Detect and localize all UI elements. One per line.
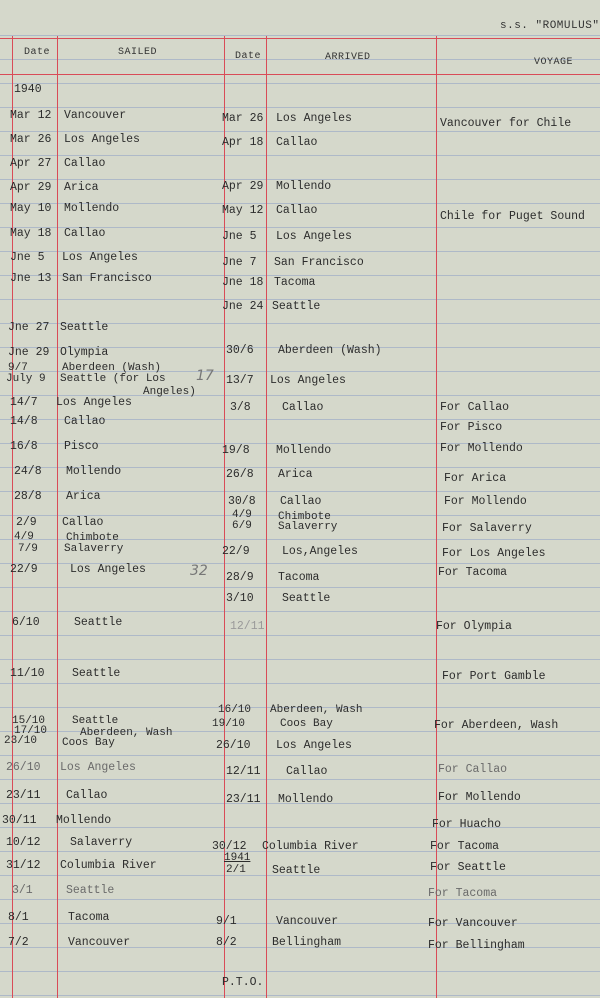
sailed-place: Los Angeles: [56, 396, 132, 409]
arrived-place: Los Angeles: [276, 230, 352, 243]
sailed-place: Callao: [64, 415, 106, 428]
voyage-entry: For Port Gamble: [442, 670, 546, 683]
sailed-date: May 10: [10, 202, 52, 215]
arrived-date: Jne 24: [222, 300, 264, 313]
sailed-place: Salaverry: [64, 543, 124, 555]
sailed-place: Aberdeen (Wash): [62, 362, 162, 374]
sailed-date: 15/10: [12, 715, 46, 727]
arrived-place: Los Angeles: [276, 112, 352, 125]
voyage-entry: For Arica: [444, 472, 507, 485]
sailed-date: 6/10: [12, 616, 40, 629]
sailed-place: Tacoma: [68, 911, 110, 924]
sailed-place: Mollendo: [66, 465, 122, 478]
sailed-date: 23/10: [4, 735, 38, 747]
arrived-place: Aberdeen (Wash): [278, 344, 382, 357]
arrived-place: Los Angeles: [270, 374, 346, 387]
sailed-date: Jne 13: [10, 272, 52, 285]
arrived-date: 22/9: [222, 545, 250, 558]
arrived-date: Apr 29: [222, 180, 264, 193]
arrived-date: 23/11: [226, 793, 261, 806]
sailed-place: Olympia: [60, 346, 109, 359]
sailed-place: Seattle: [60, 321, 109, 334]
arrived-place: Seattle: [282, 592, 331, 605]
sailed-date: 4/9: [14, 531, 34, 543]
arrived-place: Mollendo: [276, 444, 332, 457]
arrived-date: 8/2: [216, 936, 237, 949]
sailed-date: 23/11: [6, 789, 41, 802]
arrived-date: Jne 18: [222, 276, 264, 289]
header-voyage: VOYAGE: [534, 57, 574, 68]
sailed-date: 31/12: [6, 859, 41, 872]
sailed-date: Jne 29: [8, 346, 50, 359]
arrived-place: Aberdeen, Wash: [270, 704, 363, 716]
arrived-date: Apr 18: [222, 136, 264, 149]
header-date-sailed: Date: [24, 47, 51, 58]
sailed-date: 28/8: [14, 490, 42, 503]
arrived-place-rule: [436, 36, 437, 998]
sailed-date: Mar 26: [10, 133, 52, 146]
sailed-place: Mollendo: [56, 814, 112, 827]
sailed-date: 14/7: [10, 396, 38, 409]
year-1941: 1941: [224, 852, 251, 864]
sailed-date: Apr 27: [10, 157, 52, 170]
header-date-arrived: Date: [235, 51, 262, 62]
arrived-date: 26/10: [216, 739, 251, 752]
arrived-date: 16/10: [218, 704, 252, 716]
footer-pto: P.T.O.: [222, 976, 264, 989]
arrived-date: 12/11: [226, 765, 261, 778]
sailed-date: 24/8: [14, 465, 42, 478]
arrived-date: 3/8: [230, 401, 251, 414]
voyage-entry: Vancouver for Chile: [440, 117, 572, 130]
arrived-date: 19/8: [222, 444, 250, 457]
year-1940: 1940: [14, 83, 42, 96]
sailed-date: May 18: [10, 227, 52, 240]
sailed-place: Aberdeen, Wash: [80, 727, 173, 739]
sailed-date: 3/1: [12, 884, 33, 897]
arrived-date: 6/9: [232, 520, 252, 532]
voyage-entry: For Olympia: [436, 620, 512, 633]
arrived-date: 3/10: [226, 592, 254, 605]
sailed-place: Callao: [64, 227, 106, 240]
sailed-date: Jne 27: [8, 321, 50, 334]
sailed-place: Columbia River: [60, 859, 157, 872]
voyage-entry: For Aberdeen, Wash: [434, 719, 559, 732]
sailed-place: Seattle: [72, 715, 119, 727]
sailed-place: Los Angeles: [60, 761, 136, 774]
voyage-entry: For Los Angeles: [442, 547, 546, 560]
sailed-place: Vancouver: [64, 109, 127, 122]
voyage-entry: For Mollendo: [444, 495, 527, 508]
sailed-date: 7/9: [18, 543, 38, 555]
arrived-place: Arica: [278, 468, 313, 481]
voyage-entry: For Tacoma: [428, 887, 498, 900]
voyage-entry: For Huacho: [432, 818, 502, 831]
arrived-date: 30/8: [228, 495, 256, 508]
arrived-date-rule: [266, 36, 267, 998]
pencil-note: 32: [190, 563, 208, 579]
arrived-place: Los,Angeles: [282, 545, 358, 558]
sailed-date: Apr 29: [10, 181, 52, 194]
arrived-date: 30/12: [212, 840, 247, 853]
ship-name: s.s. "ROMULUS": [500, 20, 600, 32]
arrived-place: Chimbote: [278, 511, 331, 523]
sailed-date: 8/1: [8, 911, 29, 924]
arrived-place: Coos Bay: [280, 718, 333, 730]
sailed-place: Chimbote: [66, 532, 119, 544]
arrived-place: Callao: [286, 765, 328, 778]
sailed-date: 11/10: [10, 667, 45, 680]
arrived-place: Los Angeles: [276, 739, 352, 752]
arrived-date: 19/10: [212, 718, 246, 730]
voyage-entry: For Bellingham: [428, 939, 525, 952]
sailed-date: 26/10: [6, 761, 41, 774]
voyage-entry: For Salaverry: [442, 522, 532, 535]
sailed-date: Mar 12: [10, 109, 52, 122]
sailed-place: Seattle (for Los: [60, 373, 166, 385]
sailed-place: Callao: [66, 789, 108, 802]
arrived-place: Callao: [276, 204, 318, 217]
sailed-place: Arica: [66, 490, 101, 503]
arrived-date: 26/8: [226, 468, 254, 481]
arrived-date: 9/1: [216, 915, 237, 928]
arrived-date: Jne 7: [222, 256, 257, 269]
header-arrived: ARRIVED: [325, 52, 371, 63]
sailed-place: Arica: [64, 181, 99, 194]
sailed-place: Seattle: [72, 667, 121, 680]
voyage-entry: For Callao: [440, 401, 510, 414]
arrived-date: 28/9: [226, 571, 254, 584]
arrived-date: Jne 5: [222, 230, 257, 243]
header-top-rule: [0, 38, 600, 39]
sailed-place: Mollendo: [64, 202, 120, 215]
arrived-date-erased: 12/11: [230, 620, 265, 633]
arrived-place: Vancouver: [276, 915, 339, 928]
voyage-entry: For Mollendo: [438, 791, 521, 804]
arrived-date: 2/1: [226, 864, 246, 876]
voyage-entry: For Tacoma: [430, 840, 500, 853]
arrived-place: Tacoma: [278, 571, 320, 584]
sailed-place: Vancouver: [68, 936, 131, 949]
sailed-date-rule: [57, 36, 58, 998]
sailed-place: Los Angeles: [70, 563, 146, 576]
sailed-place: Los Angeles: [64, 133, 140, 146]
sailed-date: 10/12: [6, 836, 41, 849]
arrived-place: Callao: [280, 495, 322, 508]
sailed-date: July 9: [6, 373, 46, 385]
sailed-place: Coos Bay: [62, 737, 115, 749]
arrived-date: May 12: [222, 204, 264, 217]
header-sailed: SAILED: [118, 47, 158, 58]
sailed-date: 17/10: [14, 725, 48, 737]
arrived-place: Tacoma: [274, 276, 316, 289]
arrived-place: Callao: [276, 136, 318, 149]
arrived-place: Mollendo: [276, 180, 332, 193]
sailed-date: 14/8: [10, 415, 38, 428]
voyage-entry: Chile for Puget Sound: [440, 210, 585, 223]
arrived-place: Mollendo: [278, 793, 334, 806]
arrived-place: San Francisco: [274, 256, 364, 269]
sailed-place: Los Angeles: [62, 251, 138, 264]
arrived-date: 13/7: [226, 374, 254, 387]
sailed-place: Callao: [64, 157, 106, 170]
arrived-place: Callao: [282, 401, 324, 414]
arrived-place: Salaverry: [278, 521, 338, 533]
arrived-date: Mar 26: [222, 112, 264, 125]
arrived-place: Seattle: [272, 864, 321, 877]
sailed-date: 9/7: [8, 362, 28, 374]
sailed-place: Seattle: [74, 616, 123, 629]
sailed-date: 22/9: [10, 563, 38, 576]
sailed-place: Seattle: [66, 884, 115, 897]
voyage-entry: For Seattle: [430, 861, 506, 874]
sailed-place: Callao: [62, 516, 104, 529]
arrived-place: Bellingham: [272, 936, 342, 949]
sailed-date: 30/11: [2, 814, 37, 827]
sailed-place-continued: Angeles): [143, 386, 196, 398]
voyage-entry: For Tacoma: [438, 566, 508, 579]
sailed-date: Jne 5: [10, 251, 45, 264]
arrived-place: Seattle: [272, 300, 321, 313]
arrived-place: Columbia River: [262, 840, 359, 853]
sailed-date: 7/2: [8, 936, 29, 949]
sailed-place: Pisco: [64, 440, 99, 453]
voyage-entry: For Callao: [438, 763, 508, 776]
sailed-place: Salaverry: [70, 836, 133, 849]
pencil-note: 17: [196, 368, 214, 384]
arrived-date: 4/9: [232, 509, 252, 521]
sailed-place: San Francisco: [62, 272, 152, 285]
header-bottom-rule: [0, 74, 600, 75]
arrived-date: 30/6: [226, 344, 254, 357]
sailed-date: 2/9: [16, 516, 37, 529]
voyage-entry: For Mollendo: [440, 442, 523, 455]
sailed-date: 16/8: [10, 440, 38, 453]
voyage-entry: For Pisco: [440, 421, 503, 434]
voyage-entry: For Vancouver: [428, 917, 518, 930]
